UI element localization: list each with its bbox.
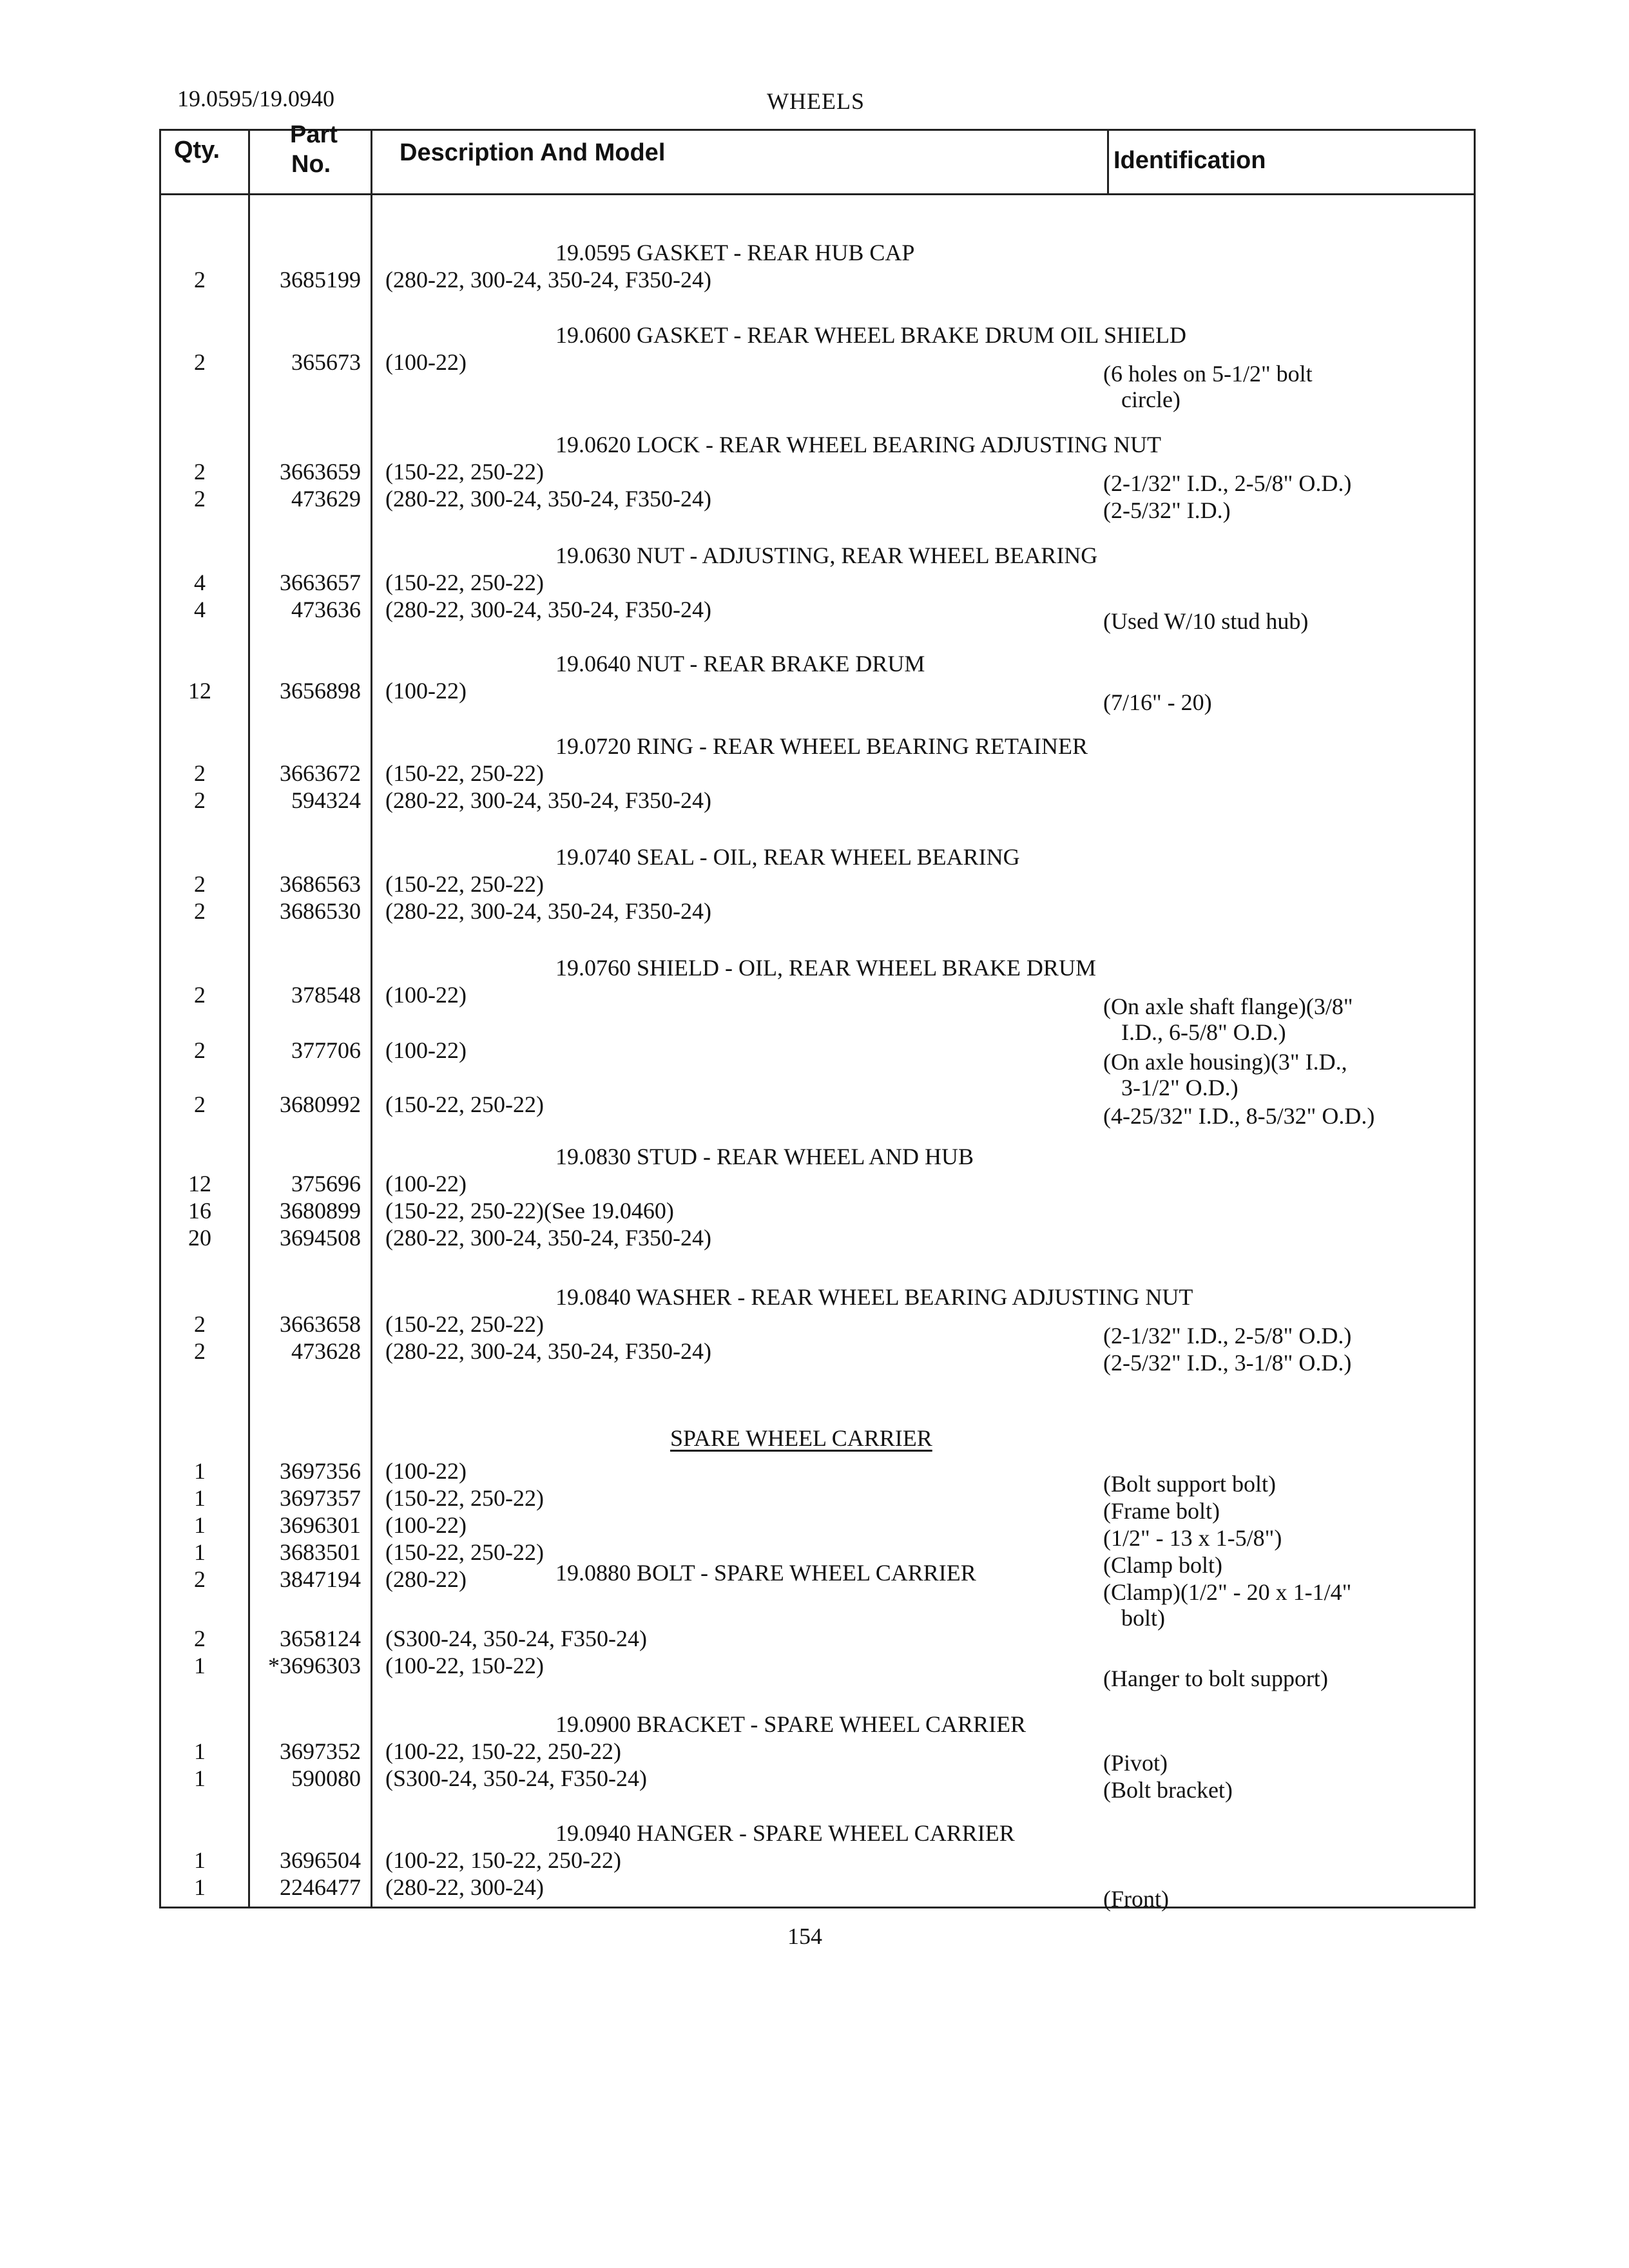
row-identification: (Front) bbox=[1103, 1886, 1169, 1912]
row-qty: 1 bbox=[194, 1765, 206, 1791]
group-heading: 19.0640 NUT - REAR BRAKE DRUM bbox=[555, 651, 925, 677]
row-qty: 2 bbox=[194, 267, 206, 293]
row-qty: 2 bbox=[194, 486, 206, 512]
row-part-no: 3663659 bbox=[280, 459, 361, 485]
group-heading: 19.0620 LOCK - REAR WHEEL BEARING ADJUSTING NUT bbox=[555, 432, 1161, 457]
group-heading: 19.0840 WASHER - REAR WHEEL BEARING ADJUSTING NUT bbox=[555, 1284, 1193, 1310]
header-identification: Identification bbox=[1113, 147, 1266, 174]
row-qty: 2 bbox=[194, 1037, 206, 1063]
row-part-no: 3697356 bbox=[280, 1458, 361, 1484]
row-qty: 4 bbox=[194, 570, 206, 595]
row-part-no: 473629 bbox=[291, 486, 361, 512]
page-code-range: 19.0595/19.0940 bbox=[177, 86, 335, 111]
row-description: (100-22) bbox=[385, 349, 467, 375]
row-part-no: 473628 bbox=[291, 1338, 361, 1364]
row-description: (100-22) bbox=[385, 982, 467, 1008]
row-part-no: 377706 bbox=[291, 1037, 361, 1063]
row-qty: 1 bbox=[194, 1512, 206, 1538]
group-heading: 19.0900 BRACKET - SPARE WHEEL CARRIER bbox=[555, 1711, 1027, 1737]
row-description: (S300-24, 350-24, F350-24) bbox=[385, 1626, 647, 1651]
row-description: (100-22) bbox=[385, 1512, 467, 1538]
row-identification: (Used W/10 stud hub) bbox=[1103, 608, 1309, 634]
row-description: (280-22, 300-24, 350-24, F350-24) bbox=[385, 787, 711, 813]
row-qty: 12 bbox=[188, 678, 211, 704]
row-identification: I.D., 6-5/8" O.D.) bbox=[1121, 1019, 1286, 1045]
row-description: (S300-24, 350-24, F350-24) bbox=[385, 1765, 647, 1791]
group-heading: 19.0830 STUD - REAR WHEEL AND HUB bbox=[555, 1144, 974, 1169]
row-part-no: 3686563 bbox=[280, 871, 361, 897]
row-identification: (2-1/32" I.D., 2-5/8" O.D.) bbox=[1103, 470, 1352, 496]
group-heading: 19.0740 SEAL - OIL, REAR WHEEL BEARING bbox=[555, 844, 1020, 870]
row-qty: 4 bbox=[194, 597, 206, 622]
row-description: (280-22, 300-24, 350-24, F350-24) bbox=[385, 597, 711, 622]
row-part-no: 3697357 bbox=[280, 1485, 361, 1511]
row-description: (100-22, 150-22) bbox=[385, 1653, 544, 1678]
header-part-no-line2: No. bbox=[291, 151, 331, 178]
row-qty: 2 bbox=[194, 1626, 206, 1651]
row-part-no: *3696303 bbox=[268, 1653, 361, 1678]
header-part-no-line1: Part bbox=[290, 121, 338, 148]
row-identification: (1/2" - 13 x 1-5/8") bbox=[1103, 1525, 1282, 1551]
row-identification: (2-1/32" I.D., 2-5/8" O.D.) bbox=[1103, 1323, 1352, 1349]
row-identification: (On axle housing)(3" I.D., bbox=[1103, 1049, 1347, 1075]
row-qty: 12 bbox=[188, 1171, 211, 1196]
row-part-no: 3686530 bbox=[280, 898, 361, 924]
row-qty: 2 bbox=[194, 871, 206, 897]
row-identification: (Hanger to bolt support) bbox=[1103, 1666, 1328, 1691]
row-qty: 16 bbox=[188, 1198, 211, 1224]
row-description: (150-22, 250-22) bbox=[385, 1539, 544, 1565]
row-description: (280-22, 300-24, 350-24, F350-24) bbox=[385, 1338, 711, 1364]
row-qty: 20 bbox=[188, 1225, 211, 1251]
row-part-no: 3697352 bbox=[280, 1738, 361, 1764]
row-description: (150-22, 250-22) bbox=[385, 570, 544, 595]
row-qty: 2 bbox=[194, 1091, 206, 1117]
row-description: (150-22, 250-22)(See 19.0460) bbox=[385, 1198, 674, 1224]
part-column-divider bbox=[371, 129, 372, 1908]
row-identification: (Clamp bolt) bbox=[1103, 1552, 1222, 1578]
group-heading: 19.0630 NUT - ADJUSTING, REAR WHEEL BEARING bbox=[555, 543, 1098, 568]
row-identification: bolt) bbox=[1121, 1605, 1165, 1631]
row-identification: (4-25/32" I.D., 8-5/32" O.D.) bbox=[1103, 1103, 1375, 1129]
row-part-no: 3663658 bbox=[280, 1311, 361, 1337]
row-qty: 2 bbox=[194, 349, 206, 375]
row-description: (280-22, 300-24, 350-24, F350-24) bbox=[385, 898, 711, 924]
group-heading: 19.0940 HANGER - SPARE WHEEL CARRIER bbox=[555, 1820, 1015, 1846]
section-heading: SPARE WHEEL CARRIER bbox=[670, 1425, 932, 1451]
row-part-no: 3658124 bbox=[280, 1626, 361, 1651]
row-description: (280-22, 300-24) bbox=[385, 1874, 544, 1900]
row-qty: 1 bbox=[194, 1539, 206, 1565]
row-description: (100-22) bbox=[385, 678, 467, 704]
header-description: Description And Model bbox=[400, 139, 666, 166]
row-description: (100-22, 150-22, 250-22) bbox=[385, 1738, 621, 1764]
row-qty: 1 bbox=[194, 1874, 206, 1900]
row-description: (100-22) bbox=[385, 1037, 467, 1063]
row-qty: 1 bbox=[194, 1847, 206, 1873]
page-number: 154 bbox=[787, 1923, 822, 1949]
row-part-no: 378548 bbox=[291, 982, 361, 1008]
page-title: WHEELS bbox=[767, 88, 865, 114]
row-description: (100-22, 150-22, 250-22) bbox=[385, 1847, 621, 1873]
row-identification: (Bolt bracket) bbox=[1103, 1777, 1233, 1803]
row-part-no: 375696 bbox=[291, 1171, 361, 1196]
row-part-no: 3680899 bbox=[280, 1198, 361, 1224]
identification-header-divider bbox=[1107, 129, 1109, 193]
table-header-divider bbox=[159, 193, 1476, 195]
header-qty: Qty. bbox=[174, 137, 220, 164]
row-qty: 2 bbox=[194, 1566, 206, 1592]
row-description: (150-22, 250-22) bbox=[385, 760, 544, 786]
row-part-no: 590080 bbox=[291, 1765, 361, 1791]
row-part-no: 3696504 bbox=[280, 1847, 361, 1873]
row-identification: (2-5/32" I.D., 3-1/8" O.D.) bbox=[1103, 1350, 1352, 1376]
row-description: (280-22) bbox=[385, 1566, 467, 1592]
row-part-no: 3663672 bbox=[280, 760, 361, 786]
row-identification: 3-1/2" O.D.) bbox=[1121, 1075, 1239, 1100]
row-identification: circle) bbox=[1121, 387, 1181, 412]
row-description: (150-22, 250-22) bbox=[385, 871, 544, 897]
row-qty: 2 bbox=[194, 760, 206, 786]
row-identification: (Clamp)(1/2" - 20 x 1-1/4" bbox=[1103, 1579, 1352, 1605]
row-description: (150-22, 250-22) bbox=[385, 1485, 544, 1511]
group-heading: 19.0880 BOLT - SPARE WHEEL CARRIER bbox=[555, 1560, 976, 1586]
row-qty: 1 bbox=[194, 1653, 206, 1678]
row-description: (150-22, 250-22) bbox=[385, 1311, 544, 1337]
row-description: (280-22, 300-24, 350-24, F350-24) bbox=[385, 267, 711, 293]
row-identification: (Bolt support bolt) bbox=[1103, 1471, 1276, 1497]
row-qty: 2 bbox=[194, 1311, 206, 1337]
row-qty: 2 bbox=[194, 982, 206, 1008]
row-description: (100-22) bbox=[385, 1458, 467, 1484]
row-description: (280-22, 300-24, 350-24, F350-24) bbox=[385, 486, 711, 512]
row-part-no: 3683501 bbox=[280, 1539, 361, 1565]
row-identification: (Pivot) bbox=[1103, 1750, 1168, 1776]
row-part-no: 2246477 bbox=[280, 1874, 361, 1900]
row-part-no: 3656898 bbox=[280, 678, 361, 704]
row-identification: (2-5/32" I.D.) bbox=[1103, 497, 1231, 523]
row-description: (150-22, 250-22) bbox=[385, 459, 544, 485]
row-description: (100-22) bbox=[385, 1171, 467, 1196]
row-identification: (On axle shaft flange)(3/8" bbox=[1103, 994, 1353, 1019]
row-description: (280-22, 300-24, 350-24, F350-24) bbox=[385, 1225, 711, 1251]
row-part-no: 3680992 bbox=[280, 1091, 361, 1117]
row-qty: 1 bbox=[194, 1458, 206, 1484]
qty-column-divider bbox=[248, 129, 250, 1908]
row-part-no: 3694508 bbox=[280, 1225, 361, 1251]
row-identification: (7/16" - 20) bbox=[1103, 689, 1212, 715]
row-identification: (Frame bolt) bbox=[1103, 1498, 1220, 1524]
row-part-no: 594324 bbox=[291, 787, 361, 813]
row-part-no: 365673 bbox=[291, 349, 361, 375]
row-qty: 2 bbox=[194, 1338, 206, 1364]
row-part-no: 3685199 bbox=[280, 267, 361, 293]
row-part-no: 3696301 bbox=[280, 1512, 361, 1538]
row-qty: 2 bbox=[194, 459, 206, 485]
row-qty: 1 bbox=[194, 1738, 206, 1764]
row-part-no: 3663657 bbox=[280, 570, 361, 595]
row-part-no: 473636 bbox=[291, 597, 361, 622]
row-description: (150-22, 250-22) bbox=[385, 1091, 544, 1117]
row-qty: 2 bbox=[194, 898, 206, 924]
group-heading: 19.0720 RING - REAR WHEEL BEARING RETAINER bbox=[555, 733, 1088, 759]
row-qty: 1 bbox=[194, 1485, 206, 1511]
group-heading: 19.0760 SHIELD - OIL, REAR WHEEL BRAKE DRUM bbox=[555, 955, 1096, 981]
row-identification: (6 holes on 5-1/2" bolt bbox=[1103, 361, 1313, 387]
row-part-no: 3847194 bbox=[280, 1566, 361, 1592]
row-qty: 2 bbox=[194, 787, 206, 813]
group-heading: 19.0600 GASKET - REAR WHEEL BRAKE DRUM OIL SHIELD bbox=[555, 322, 1186, 348]
group-heading: 19.0595 GASKET - REAR HUB CAP bbox=[555, 240, 915, 265]
